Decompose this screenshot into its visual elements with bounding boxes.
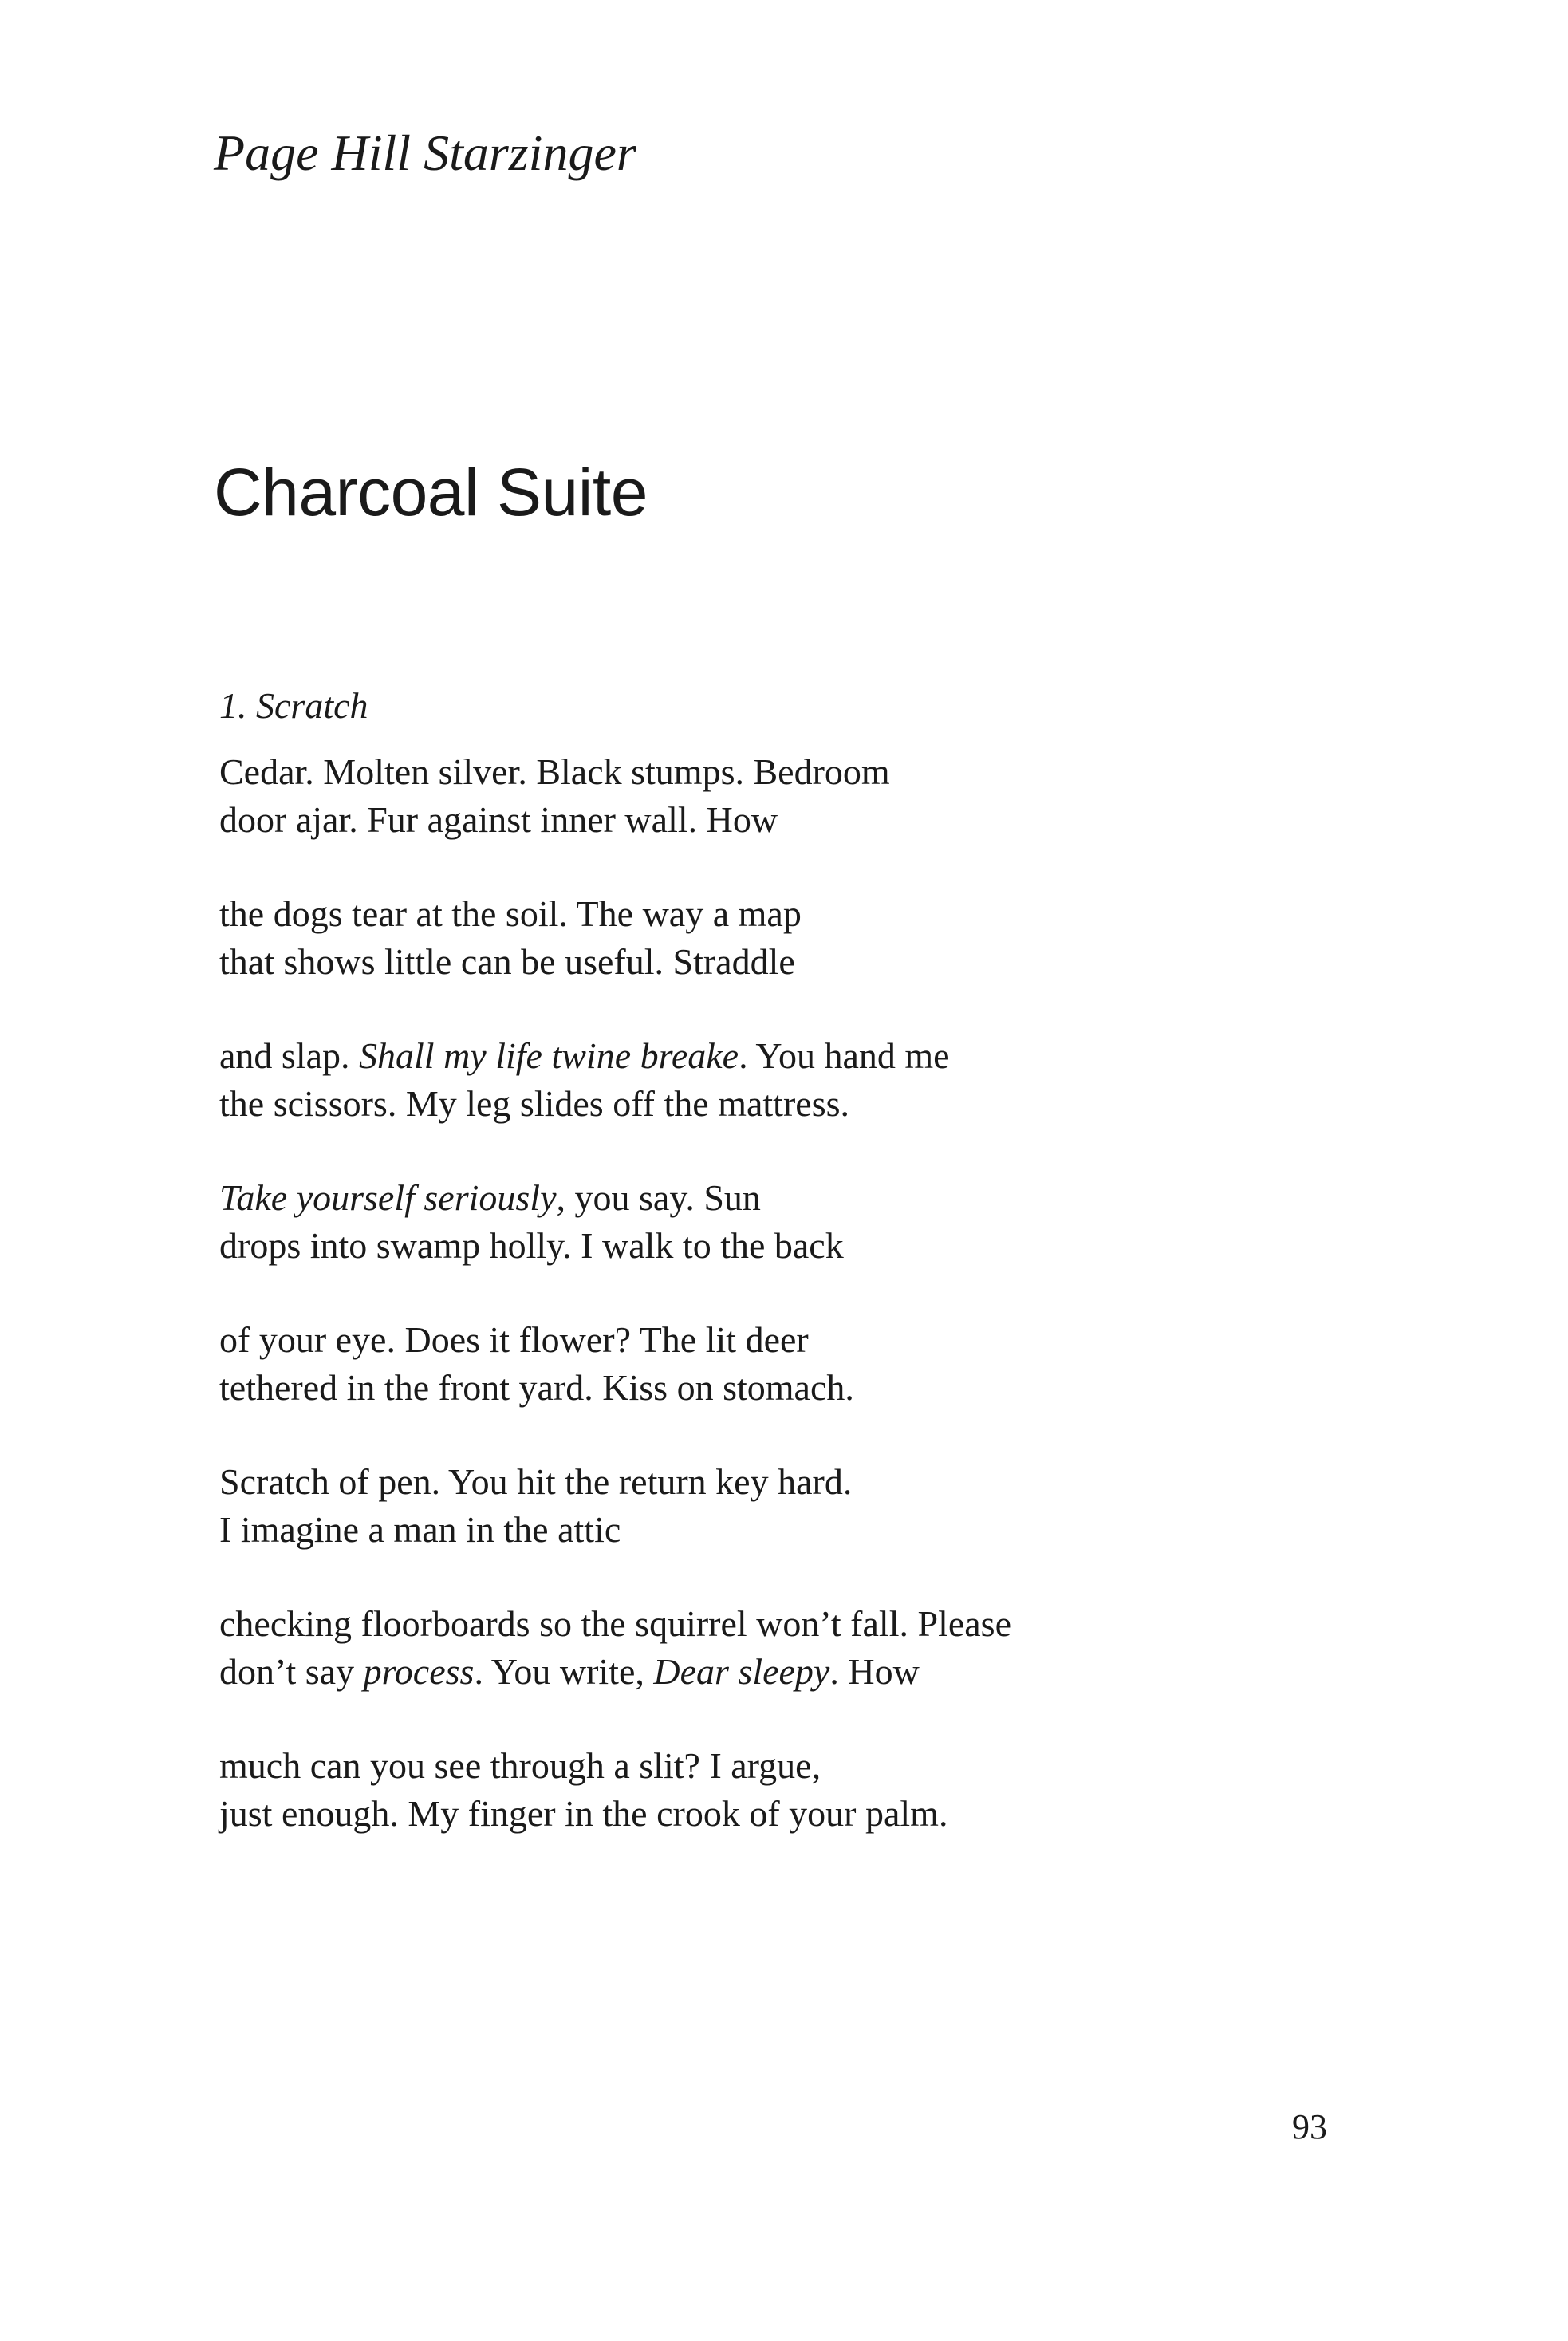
line-text: the dogs tear at the soil. The way a map xyxy=(219,893,802,934)
poem-line xyxy=(219,1458,1011,1506)
poem-line xyxy=(219,1600,1011,1648)
line-text: tethered in the front yard. Kiss on stomach. xyxy=(219,1367,854,1408)
italic-phrase: Shall my life twine breake xyxy=(359,1035,739,1076)
stanza xyxy=(219,1316,1011,1412)
italic-phrase: Take yourself seriously xyxy=(219,1177,557,1218)
stanza xyxy=(219,1174,1011,1270)
poem-line xyxy=(219,1080,1011,1128)
poem-line xyxy=(219,796,1011,844)
poem-line xyxy=(219,1364,1011,1412)
line-text: checking floorboards so the squirrel won’t fall. Please xyxy=(219,1603,1011,1644)
italic-phrase: Dear sleepy xyxy=(653,1651,830,1692)
line-text: drops into swamp holly. I walk to the back xyxy=(219,1225,844,1266)
stanza xyxy=(219,748,1011,844)
poem-line xyxy=(219,748,1011,796)
section-name: Scratch xyxy=(256,685,368,726)
stanza xyxy=(219,1600,1011,1696)
line-text: don’t say xyxy=(219,1651,364,1692)
line-text: , you say. Sun xyxy=(556,1177,761,1218)
poem-line xyxy=(219,1790,1011,1838)
poem-title: Charcoal Suite xyxy=(214,455,648,530)
line-text: . You write, xyxy=(474,1651,654,1692)
line-text: of your eye. Does it flower? The lit deer xyxy=(219,1319,809,1360)
stanza xyxy=(219,1458,1011,1554)
line-text: Cedar. Molten silver. Black stumps. Bedroom xyxy=(219,751,890,792)
poem-line xyxy=(219,1506,1011,1554)
italic-phrase: process xyxy=(363,1651,475,1692)
poem-body xyxy=(219,748,1011,1884)
line-text: just enough. My finger in the crook of your palm. xyxy=(219,1793,948,1834)
poem-line xyxy=(219,1742,1011,1790)
line-text: I imagine a man in the attic xyxy=(219,1509,621,1550)
line-text: door ajar. Fur against inner wall. How xyxy=(219,799,778,840)
poem-line xyxy=(219,1648,1011,1696)
stanza xyxy=(219,1032,1011,1128)
poem-line xyxy=(219,890,1011,938)
running-header-author: Page Hill Starzinger xyxy=(214,124,636,181)
line-text: the scissors. My leg slides off the mattress. xyxy=(219,1083,849,1124)
stanza xyxy=(219,890,1011,986)
poem-line xyxy=(219,1222,1011,1270)
section-number: 1. xyxy=(219,685,247,726)
line-text: Scratch of pen. You hit the return key hard. xyxy=(219,1461,853,1502)
poem-line xyxy=(219,938,1011,986)
stanza xyxy=(219,1742,1011,1838)
page-number: 93 xyxy=(1292,2107,1327,2146)
poem-line xyxy=(219,1174,1011,1222)
line-text: . How xyxy=(829,1651,920,1692)
line-text: much can you see through a slit? I argue, xyxy=(219,1745,821,1786)
line-text: . You hand me xyxy=(739,1035,950,1076)
poem-line xyxy=(219,1032,1011,1080)
line-text: and slap. xyxy=(219,1035,360,1076)
section-heading xyxy=(219,685,368,726)
poem-line xyxy=(219,1316,1011,1364)
line-text: that shows little can be useful. Straddle xyxy=(219,941,795,982)
